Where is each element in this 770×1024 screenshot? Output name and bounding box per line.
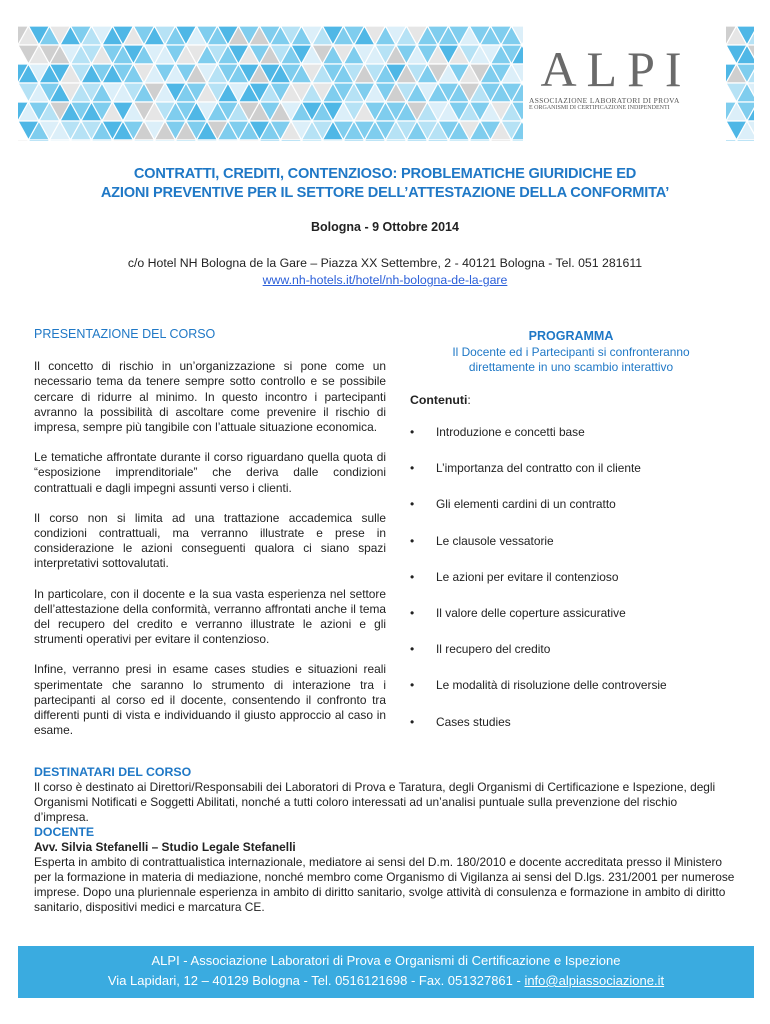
pattern-triangle [737,140,755,141]
presentation-section [34,327,386,753]
pattern-triangle [365,140,386,141]
contents-label-text: Contenuti [410,393,468,407]
list-item-label: L’importanza del contratto con il cliente [436,461,641,476]
pattern-triangle [344,140,365,141]
pattern-triangle [134,140,155,141]
list-item [410,461,740,497]
pattern-triangle [386,140,407,141]
presentation-paragraph: Le tematiche affrontate durante il corso riguardano quella quota di “esposizione imprenditoriale” che deriva dalle condizioni contrattuali e dagli impegni assunti verso i clienti. [34,450,386,495]
triangle-pattern-strip [726,26,754,141]
contents-label [410,393,471,407]
pattern-triangle [470,140,491,141]
list-item [410,642,740,678]
list-item-label: Le clausole vessatorie [436,533,554,548]
pattern-triangle [323,140,344,141]
contents-label-colon: : [467,393,471,407]
pattern-triangle [491,140,512,141]
bullet-icon: • [410,461,415,476]
footer-organization: ALPI - Associazione Laboratori di Prova e Organismi di Certificazione e Ispezione [151,953,621,968]
presentation-paragraph: Infine, verranno presi in esame cases studies e situazioni reali sperimentate che saranno lo strumento di interazione tra i partecipanti al corso ed il docente, consentendo il confronto tra differenti punti di vista e individuando il giusto approccio al caso in esame. [34,662,386,738]
list-item [410,678,740,714]
bullet-icon: • [410,533,415,548]
pattern-triangle [50,140,71,141]
presentation-paragraph: Il corso non si limita ad una trattazione accademica sulle condizioni contrattuali, ma verranno illustrate e prese in considerazione le azioni conseguenti qualora ci siano spazi interpretativi sottovalutati. [34,510,386,571]
audience-text: Il corso è destinato ai Direttori/Responsabili dei Laboratori di Prova e Taratura, degli Organismi di Certificazione e Ispezione, degli Organismi Notificati e Soggetti Abilitati, nonché a tutti coloro interessati ad un’analisi puntuale sulla prevenzione del rischio d’impresa. [34,780,716,824]
list-item-label: Il recupero del credito [436,642,551,657]
logo-name: ALPI [540,41,692,97]
event-date: Bologna - 9 Ottobre 2014 [311,220,459,234]
presentation-heading: PRESENTAZIONE DEL CORSO [34,327,216,341]
bullet-icon: • [410,642,415,657]
course-title-line1: CONTRATTI, CREDITI, CONTENZIOSO: PROBLEMATICHE GIURIDICHE ED [133,166,637,182]
list-item-label: Gli elementi cardini di un contratto [436,497,616,512]
program-heading: PROGRAMMA [528,329,614,343]
teacher-heading: DOCENTE [34,825,95,839]
contents-list [410,425,740,751]
pattern-triangle [239,140,260,141]
pattern-triangle [218,140,239,141]
bullet-icon: • [410,569,415,584]
audience-section [34,765,734,825]
list-item [410,425,740,461]
logo-subtitle-line2: E ORGANISMI DI CERTIFICAZIONE INDIPENDENTI [529,105,670,111]
pattern-triangle [113,140,134,141]
presentation-paragraph: In particolare, con il docente e la sua vasta esperienza nel settore dell’attestazione della conformità, verranno affrontati anche il tema del recupero del credito e verranno illustrate le azioni e gli strumenti operativi per evitare il contenzioso. [34,586,386,647]
pattern-triangle [176,140,197,141]
list-item [410,606,740,642]
pattern-triangle [155,140,176,141]
list-item-label: Le azioni per evitare il contenzioso [436,569,619,584]
bullet-icon: • [410,605,415,620]
list-item [410,497,740,533]
pattern-triangle [302,140,323,141]
list-item-label: Il valore delle coperture assicurative [436,605,626,620]
list-item-label: Cases studies [436,714,511,729]
bullet-icon: • [410,714,415,729]
program-subtitle-line1: Il Docente ed i Partecipanti si confronteranno [452,345,690,359]
pattern-triangle [281,140,302,141]
logo-subtitle-line1: ASSOCIAZIONE LABORATORI DI PROVA [529,96,680,105]
pattern-triangle [71,140,92,141]
program-subtitle [398,345,744,375]
pattern-triangle [92,140,113,141]
footer-address: Via Lapidari, 12 – 40129 Bologna - Tel. 0516121698 - Fax. 051327861 - [107,973,525,988]
course-title-line2: AZIONI PREVENTIVE PER IL SETTORE DELL’ATTESTAZIONE DELLA CONFORMITA’ [100,185,670,201]
audience-heading: DESTINATARI DEL CORSO [34,765,192,779]
teacher-name: Avv. Silvia Stefanelli – Studio Legale Stefanelli [34,840,296,854]
list-item-label: Le modalità di risoluzione delle controversie [436,678,667,693]
pattern-triangle [18,140,29,141]
hotel-link[interactable]: www.nh-hotels.it/hotel/nh-bologna-de-la-gare [262,273,508,287]
bullet-icon: • [410,497,415,512]
pattern-triangle [260,140,281,141]
list-item [410,534,740,570]
triangle-pattern-banner [18,26,523,141]
footer [18,946,754,998]
email-link[interactable]: info@alpiassociazione.it [524,973,665,988]
footer-contacts [18,973,754,988]
program-subtitle-line2: direttamente in uno scambio interattivo [468,360,674,374]
pattern-triangle [449,140,470,141]
list-item-label: Introduzione e concetti base [436,425,585,439]
teacher-section [34,825,739,915]
pattern-triangle [407,140,428,141]
list-item [410,570,740,606]
pattern-triangle [197,140,218,141]
bullet-icon: • [410,678,415,693]
pattern-triangle [512,140,524,141]
presentation-paragraph: Il concetto di rischio in un’organizzazione si pone come un necessario tema da tenere sempre sotto controllo e se possibile cercare di ridurre al minimo. In questo incontro i partecipanti avranno la possibilità di ascoltare come prevenire il rischio di impresa, sempre più tangibile con l’attuale situazione economica. [34,359,386,435]
alpi-logo [527,41,705,116]
pattern-triangle [726,140,737,141]
pattern-triangle [428,140,449,141]
list-item [410,715,740,751]
event-venue: c/o Hotel NH Bologna de la Gare – Piazza XX Settembre, 2 - 40121 Bologna - Tel. 051 281611 [127,256,643,270]
pattern-triangle [29,140,50,141]
teacher-bio: Esperta in ambito di contrattualistica internazionale, mediatore ai sensi del D.m. 180/2010 e docente accreditata presso il Ministero per la formazione in materia di mediazione, nonché membro come Organismo di Vigilanza ai sensi del D.lgs. 231/2001 per numerose imprese. Dopo una pluriennale esperienza in ambito di diritto sanitario, svolge attività di consulenza e formazione in ambito di diritto sanitario, dispositivi medici e marcatura CE. [34,855,735,914]
bullet-icon: • [410,425,415,439]
